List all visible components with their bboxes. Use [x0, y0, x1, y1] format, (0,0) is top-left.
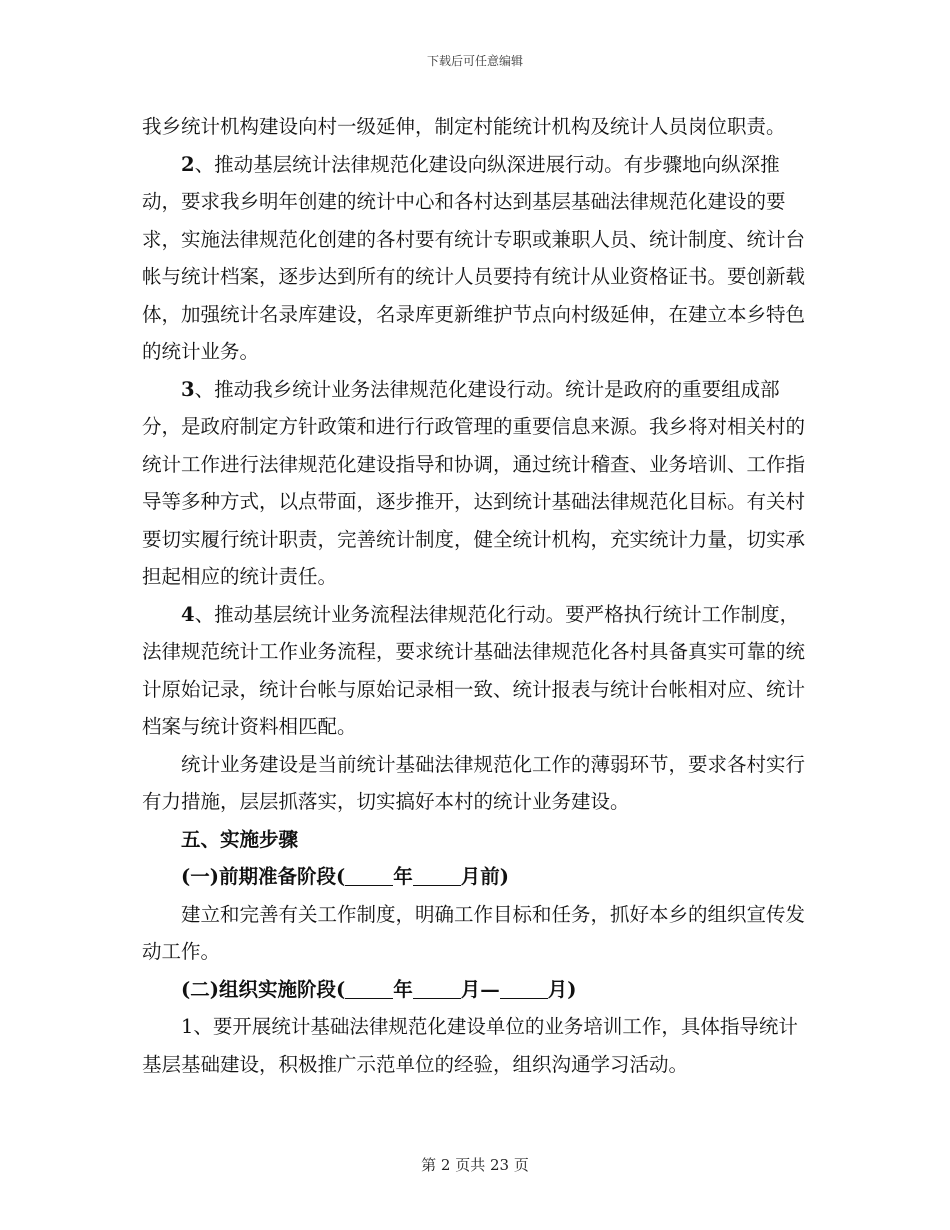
item-number-2: 2 — [181, 152, 195, 176]
stage-1-year: 年 — [393, 865, 413, 888]
stage-1-heading — [142, 858, 808, 896]
paragraph-3 — [142, 371, 808, 596]
stage-2-year: 年 — [393, 977, 413, 1001]
paragraph-7: 1、要开展统计基础法律规范化建设单位的业务培训工作，具体指导统计基层基础建设，积极推广示范单位的经验，组织沟通学习活动。 — [142, 1015, 798, 1076]
stage-2-month-end: 月) — [547, 977, 577, 1001]
blank-month-1 — [413, 863, 461, 886]
stage-1-prefix: (一)前期准备阶段( — [181, 865, 346, 888]
paragraph-5: 统计业务建设是当前统计基础法律规范化工作的薄弱环节，要求各村实行有力措施，层层抓落实，切实搞好本村的统计业务建设。 — [142, 752, 806, 813]
item-number-4: 4 — [181, 602, 195, 626]
paragraph-6: 建立和完善有关工作制度，明确工作目标和任务，抓好本乡的组织宣传发动工作。 — [142, 902, 806, 963]
paragraph-3-text: 、推动我乡统计业务法律规范化建设行动。统计是政府的重要组成部分，是政府制定方针政策和进行行政管理的重要信息来源。我乡将对相关村的统计工作进行法律规范化建设指导和协调，通过统计稽查、业务培训、工作指导等多种方式，以点带面，逐步推开，达到统计基础法律规范化目标。有关村要切实履行统计职责，完善统计制度，健全统计机构，充实统计力量，切实承担起相应的统计责任。 — [142, 377, 806, 588]
document-body — [142, 108, 808, 1083]
page-number: 第 2 页共 23 页 — [421, 1156, 529, 1174]
blank-year-2 — [345, 976, 393, 999]
blank-month-2a — [413, 976, 461, 999]
stage-2-heading — [142, 971, 808, 1009]
paragraph-2-text: 、推动基层统计法律规范化建设向纵深进展行动。有步骤地向纵深推动，要求我乡明年创建的统计中心和各村达到基层基础法律规范化建设的要求，实施法律规范化创建的各村要有统计专职或兼职人员、统计制度、统计台帐与统计档案，逐步达到所有的统计人员要持有统计从业资格证书。要创新载体，加强统计名录库建设，名录库更新维护节点向村级延伸，在建立本乡特色的统计业务。 — [142, 152, 806, 363]
item-number-3: 3 — [181, 377, 195, 401]
stage-2-prefix: (二)组织实施阶段( — [181, 977, 346, 1001]
paragraph-4 — [142, 596, 808, 746]
header-note: 下载后可任意编辑 — [426, 54, 523, 68]
paragraph-1: 我乡统计机构建设向村一级延伸，制定村能统计机构及统计人员岗位职责。 — [142, 115, 786, 138]
paragraph-2 — [142, 146, 808, 371]
blank-month-2b — [500, 976, 548, 999]
section-title: 五、实施步骤 — [181, 827, 299, 851]
stage-1-month: 月前) — [460, 865, 509, 888]
paragraph-4-text: 、推动基层统计业务流程法律规范化行动。要严格执行统计工作制度，法律规范统计工作业务流程，要求统计基础法律规范化各村具备真实可靠的统计原始记录，统计台帐与原始记录相一致、统计报表与统计台帐相对应、统计档案与统计资料相匹配。 — [142, 602, 806, 738]
stage-2-month-dash: 月— — [460, 977, 500, 1001]
blank-year-1 — [345, 863, 393, 886]
